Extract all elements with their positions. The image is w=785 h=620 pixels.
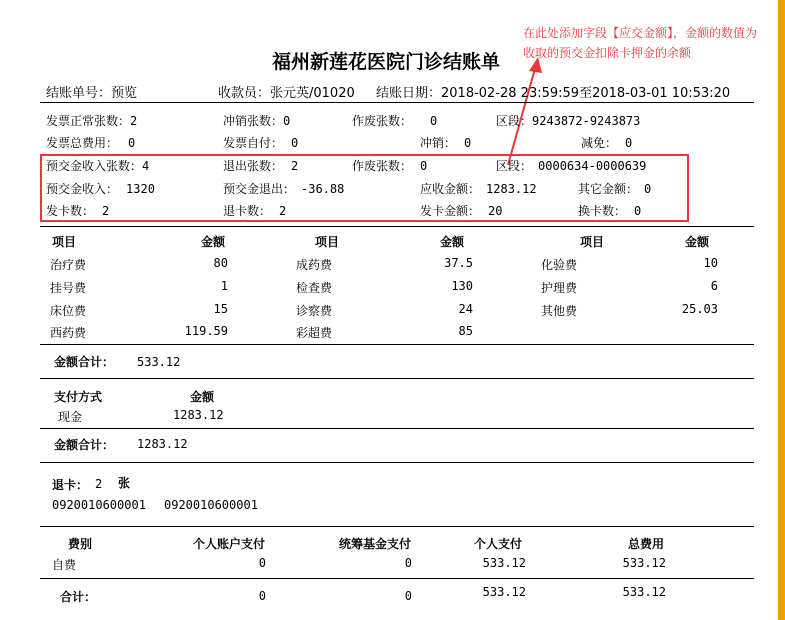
card-issue-count bbox=[46, 202, 109, 219]
fee-row-personal-pay: 533.12 bbox=[482, 556, 526, 570]
card-issue-count-value: 2 bbox=[102, 204, 110, 218]
item-name: 成药费 bbox=[296, 258, 333, 272]
item-name: 护理费 bbox=[541, 281, 578, 295]
refund-card-number: 0920010600001 bbox=[164, 498, 258, 512]
fee-header-total: 总费用 bbox=[628, 537, 665, 551]
invoice-reduce-label: 减免： bbox=[581, 136, 618, 150]
deposit-other-label: 其它金额： bbox=[578, 182, 639, 196]
divider bbox=[40, 578, 754, 579]
fee-total-total: 533.12 bbox=[622, 585, 666, 599]
items-col1-header-amount: 金额 bbox=[201, 235, 226, 249]
deposit-range-label: 区段： bbox=[496, 159, 533, 173]
deposit-income-value: 1320 bbox=[126, 182, 155, 196]
invoice-reduce-value: 0 bbox=[625, 136, 633, 150]
item-name: 床位费 bbox=[50, 304, 87, 318]
items-col1-header-item: 项目 bbox=[52, 235, 77, 249]
item-name: 彩超费 bbox=[296, 326, 333, 340]
item-amount: 80 bbox=[213, 256, 228, 270]
items-col3-header-amount: 金额 bbox=[685, 235, 710, 249]
item-amount: 85 bbox=[458, 324, 473, 338]
refund-card-unit: 张 bbox=[118, 476, 131, 490]
invoice-normal-count bbox=[46, 112, 137, 129]
invoice-offset bbox=[420, 134, 471, 151]
fee-row-type: 自费 bbox=[52, 558, 77, 572]
deposit-other bbox=[578, 180, 651, 197]
invoice-range bbox=[496, 112, 640, 129]
invoice-total-fee-value: 0 bbox=[128, 136, 136, 150]
deposit-refund-count-label: 退出张数： bbox=[223, 159, 284, 173]
payment-header-method: 支付方式 bbox=[54, 390, 103, 404]
deposit-refund-label: 预交金退出： bbox=[223, 182, 296, 196]
deposit-due-label: 应收金额： bbox=[420, 182, 481, 196]
invoice-self-pay-label: 发票自付： bbox=[223, 136, 284, 150]
fee-row-personal-account: 0 bbox=[258, 556, 266, 570]
divider bbox=[40, 428, 754, 429]
card-return-count bbox=[223, 202, 286, 219]
deposit-void-count bbox=[352, 157, 427, 174]
deposit-income bbox=[46, 180, 155, 197]
deposit-void-count-value: 0 bbox=[420, 159, 428, 173]
deposit-income-label: 预交金收入： bbox=[46, 182, 119, 196]
bill-number: 结账单号：预览 bbox=[46, 86, 138, 101]
divider bbox=[40, 526, 754, 527]
items-col2-header-item: 项目 bbox=[315, 235, 340, 249]
card-swap-count bbox=[578, 202, 641, 219]
card-issue-count-label: 发卡数： bbox=[46, 204, 95, 218]
refund-card-number: 0920010600001 bbox=[52, 498, 146, 512]
deposit-income-count bbox=[46, 157, 149, 174]
divider bbox=[40, 344, 754, 345]
deposit-range-value: 0000634-0000639 bbox=[538, 159, 647, 173]
deposit-refund-count bbox=[223, 157, 298, 174]
item-name: 挂号费 bbox=[50, 281, 87, 295]
item-amount: 37.5 bbox=[444, 256, 473, 270]
annotation-line-1: 在此处添加字段【应交金额】，金额的数值为 bbox=[523, 26, 758, 40]
item-name: 治疗费 bbox=[50, 258, 87, 272]
fee-header-type: 费别 bbox=[68, 537, 93, 551]
invoice-void-count-value: 0 bbox=[430, 114, 438, 128]
invoice-offset-count-label: 冲销张数： bbox=[223, 114, 284, 128]
item-name: 诊察费 bbox=[296, 304, 333, 318]
items-col3-header-item: 项目 bbox=[580, 235, 605, 249]
invoice-total-fee bbox=[46, 134, 135, 151]
invoice-void-count-label: 作废张数： bbox=[352, 114, 413, 128]
payment-header-amount: 金额 bbox=[190, 390, 215, 404]
items-col2-header-amount: 金额 bbox=[440, 235, 465, 249]
card-issue-fee-value: 20 bbox=[488, 204, 503, 218]
invoice-total-fee-label: 发票总费用： bbox=[46, 136, 119, 150]
invoice-offset-label: 冲销： bbox=[420, 136, 457, 150]
payment-method: 现金 bbox=[58, 410, 83, 424]
invoice-void-count bbox=[352, 112, 437, 129]
item-name: 化验费 bbox=[541, 258, 578, 272]
fee-row-pooled-fund: 0 bbox=[404, 556, 412, 570]
fee-total-personal-pay: 533.12 bbox=[482, 585, 526, 599]
divider bbox=[40, 226, 754, 227]
deposit-refund-value: -36.88 bbox=[301, 182, 345, 196]
fee-row-total: 533.12 bbox=[622, 556, 666, 570]
fee-total-personal-account: 0 bbox=[258, 589, 266, 603]
card-issue-fee-label: 发卡金额： bbox=[420, 204, 481, 218]
divider bbox=[40, 102, 754, 103]
invoice-normal-count-label: 发票正常张数： bbox=[46, 114, 131, 128]
settlement-date: 结账日期：2018-02-28 23:59:59至2018-03-01 10:53:20 bbox=[376, 86, 731, 101]
fee-total-label: 合计： bbox=[60, 590, 97, 604]
deposit-refund-count-value: 2 bbox=[291, 159, 299, 173]
deposit-income-count-value: 4 bbox=[142, 159, 150, 173]
page-title: 福州新莲花医院门诊结账单 bbox=[272, 51, 501, 73]
divider bbox=[40, 462, 754, 463]
annotation-line-2: 收取的预交金扣除卡押金的余额 bbox=[523, 46, 692, 60]
payment-amount: 1283.12 bbox=[173, 408, 224, 422]
item-amount: 130 bbox=[451, 279, 473, 293]
item-amount: 10 bbox=[703, 256, 718, 270]
deposit-income-count-label: 预交金收入张数： bbox=[46, 159, 143, 173]
deposit-due bbox=[420, 180, 537, 197]
fee-header-personal-account: 个人账户支付 bbox=[193, 537, 266, 551]
refund-card-count: 2 bbox=[95, 477, 103, 491]
card-return-count-label: 退卡数： bbox=[223, 204, 272, 218]
deposit-due-value: 1283.12 bbox=[486, 182, 537, 196]
item-amount: 24 bbox=[458, 302, 473, 316]
fee-header-pooled-fund: 统筹基金支付 bbox=[339, 537, 412, 551]
item-amount: 25.03 bbox=[681, 302, 718, 316]
deposit-void-count-label: 作废张数： bbox=[352, 159, 413, 173]
deposit-range bbox=[496, 157, 646, 174]
deposit-other-value: 0 bbox=[644, 182, 652, 196]
invoice-offset-count bbox=[223, 112, 290, 129]
item-amount: 1 bbox=[220, 279, 228, 293]
payment-total-label: 金额合计： bbox=[54, 438, 115, 452]
invoice-reduce bbox=[581, 134, 632, 151]
invoice-offset-value: 0 bbox=[464, 136, 472, 150]
card-return-count-value: 2 bbox=[279, 204, 287, 218]
fee-total-pooled-fund: 0 bbox=[404, 589, 412, 603]
cashier: 收款员：张元英/01020 bbox=[218, 86, 355, 101]
invoice-self-pay-value: 0 bbox=[291, 136, 299, 150]
fee-header-personal-pay: 个人支付 bbox=[474, 537, 523, 551]
card-issue-fee bbox=[420, 202, 502, 219]
payment-total-value: 1283.12 bbox=[137, 437, 188, 451]
card-swap-count-value: 0 bbox=[634, 204, 642, 218]
item-name: 西药费 bbox=[50, 326, 87, 340]
items-total-value: 533.12 bbox=[137, 355, 181, 369]
divider bbox=[40, 378, 754, 379]
window-edge-scrollbar bbox=[778, 0, 785, 620]
item-name: 其他费 bbox=[541, 304, 578, 318]
items-total-label: 金额合计： bbox=[54, 355, 115, 369]
item-name: 检查费 bbox=[296, 281, 333, 295]
invoice-range-value: 9243872-9243873 bbox=[532, 114, 641, 128]
deposit-refund bbox=[223, 180, 344, 197]
card-swap-count-label: 换卡数： bbox=[578, 204, 627, 218]
item-amount: 15 bbox=[213, 302, 228, 316]
refund-card-label: 退卡： bbox=[52, 478, 89, 492]
item-amount: 6 bbox=[710, 279, 718, 293]
item-amount: 119.59 bbox=[184, 324, 228, 338]
invoice-self-pay bbox=[223, 134, 298, 151]
invoice-offset-count-value: 0 bbox=[283, 114, 291, 128]
invoice-range-label: 区段： bbox=[496, 114, 533, 128]
invoice-normal-count-value: 2 bbox=[130, 114, 138, 128]
